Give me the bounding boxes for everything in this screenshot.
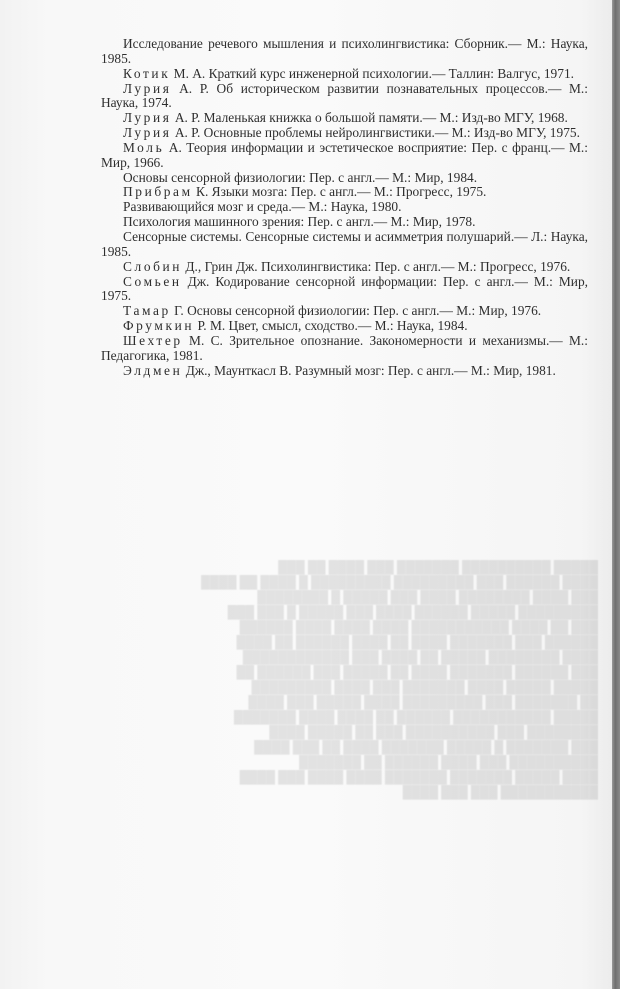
entry-text: Дж. Кодирование сенсорной информации: Пер. с англ.— М.: Мир, 1975. (101, 273, 588, 304)
entry-text: Исследование речевого мышления и психолингвистика: Сборник.— М.: Наука, 1985. (101, 36, 588, 66)
bibliography-entry (101, 111, 588, 126)
entry-text: Психология машинного зрения: Пер. с англ.— М.: Мир, 1978. (123, 214, 476, 230)
entry-author: Сомьен (123, 273, 182, 289)
bibliography-entry (101, 304, 588, 319)
bibliography-entry (101, 230, 588, 260)
entry-text: А. Р. Маленькая книжка о большой памяти.— М.: Изд-во МГУ, 1968. (171, 110, 568, 126)
bibliography-entry (101, 82, 588, 112)
bibliography-entry (101, 67, 588, 82)
entry-author: Лурия (123, 110, 172, 126)
entry-text: Дж., Маунткасл В. Разумный мозг: Пер. с англ.— М.: Мир, 1981. (182, 362, 556, 378)
entry-text: Д., Грин Дж. Психолингвистика: Пер. с англ.— М.: Прогресс, 1976. (182, 258, 571, 274)
bibliography-list (103, 37, 588, 378)
entry-author: Тамар (123, 303, 171, 319)
entry-author: Лурия (123, 80, 172, 96)
entry-text: А. Р. Об историческом развитии познавательных процессов.— М.: Наука, 1974. (101, 80, 588, 111)
entry-author: Моль (123, 139, 165, 155)
bibliography-entry (101, 200, 588, 215)
entry-text: А. Теория информации и эстетическое восприятие: Пер. с франц.— М.: Мир, 1966. (101, 139, 588, 170)
entry-author: Слобин (123, 258, 183, 274)
bibliography-entry (101, 334, 588, 364)
entry-author: Элдмен (123, 362, 183, 378)
entry-author: Шехтер (123, 332, 183, 348)
entry-author: Лурия (123, 125, 172, 141)
bibliography-entry (101, 275, 588, 305)
bibliography-entry (101, 215, 588, 230)
entry-text: М. А. Краткий курс инженерной психологии.— Таллин: Валгус, 1971. (170, 65, 574, 81)
book-spine-edge (612, 0, 620, 989)
entry-author: Прибрам (123, 184, 193, 200)
entry-text: Сенсорные системы. Сенсорные системы и асимметрия полушарий.— Л.: Наука, 1985. (101, 228, 588, 259)
entry-text: А. Р. Основные проблемы нейролингвистики.— М.: Изд-во МГУ, 1975. (171, 125, 580, 141)
bibliography-entry (101, 364, 588, 379)
entry-author: Котик (123, 65, 171, 81)
entry-author: Фрумкин (123, 318, 195, 334)
bibliography-entry (101, 141, 588, 171)
entry-text: М. С. Зрительное опознание. Закономерности и механизмы.— М.: Педагогика, 1981. (101, 332, 588, 363)
entry-text: Р. М. Цвет, смысл, сходство.— М.: Наука, 1984. (194, 318, 468, 334)
bibliography-entry (101, 260, 588, 275)
entry-text: Г. Основы сенсорной физиологии: Пер. с англ.— М.: Мир, 1976. (170, 303, 542, 319)
bibliography-entry (101, 185, 588, 200)
bibliography-entry (101, 37, 588, 67)
bibliography-entry (101, 126, 588, 141)
bibliography-entry (101, 319, 588, 334)
bibliography-entry (101, 171, 588, 186)
entry-text: Основы сенсорной физиологии: Пер. с англ.— М.: Мир, 1984. (123, 169, 478, 185)
entry-text: Развивающийся мозг и среда.— М.: Наука, 1980. (123, 199, 402, 215)
entry-text: К. Языки мозга: Пер. с англ.— М.: Прогресс, 1975. (192, 184, 487, 200)
